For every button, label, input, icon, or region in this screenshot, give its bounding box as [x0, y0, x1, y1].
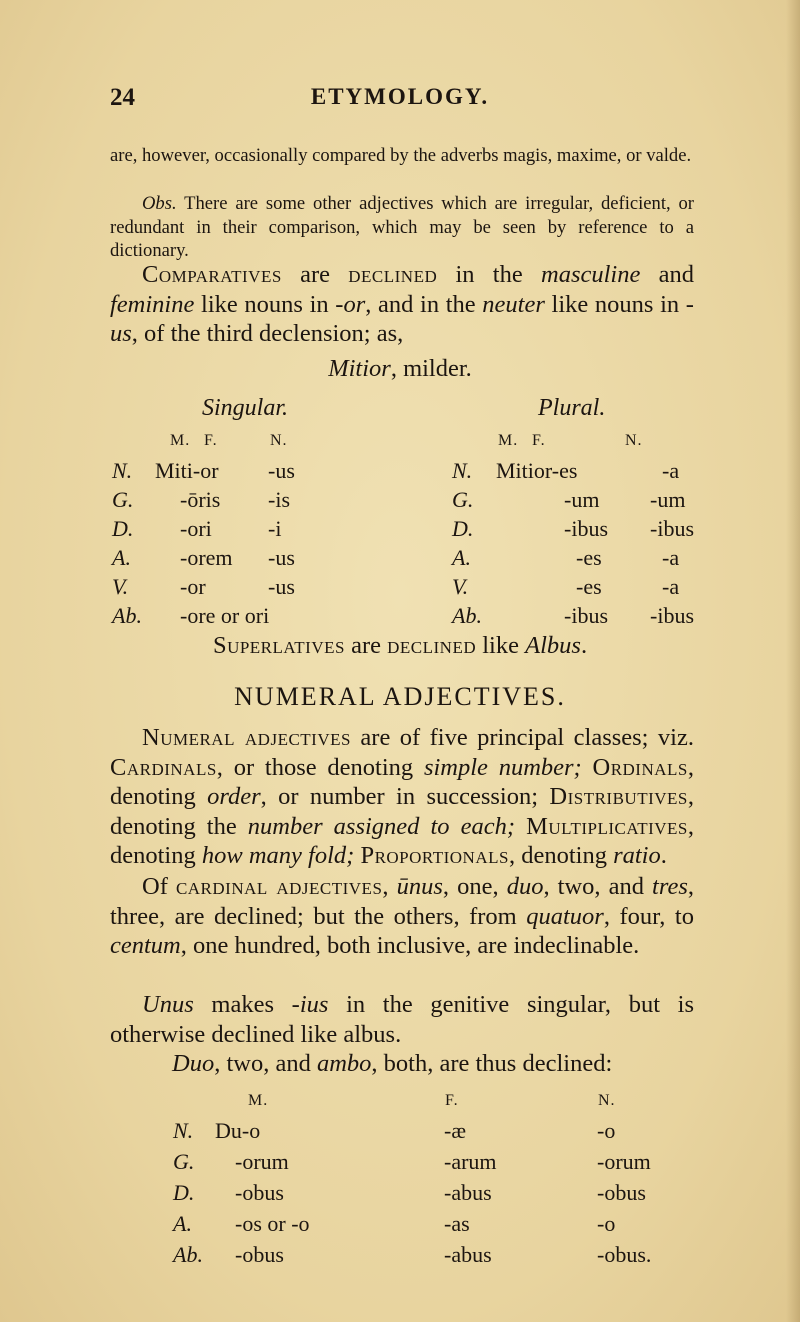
case-label: D.	[452, 516, 474, 541]
table-cell: -is	[268, 487, 290, 512]
table-cell: -um	[564, 487, 600, 512]
case-label: D.	[173, 1180, 195, 1205]
gender-header: M.	[170, 432, 191, 449]
gender-header: M.	[248, 1092, 269, 1109]
case-label: A.	[112, 545, 131, 570]
table-cell: -ore or ori	[180, 603, 270, 628]
case-label: Ab.	[173, 1242, 203, 1267]
paragraph-comparatives: Comparatives are declined in the masculine and feminine like nouns in -or, and in the neuter like nouns in -us, of the third declension; as,	[110, 261, 694, 348]
table-cell: Du-o	[215, 1118, 261, 1143]
case-label: D.	[112, 516, 134, 541]
table-cell: -ōris	[180, 487, 221, 512]
paragraph-cardinals: Of cardinal adjectives, ūnus, one, duo, two, and tres, three, are declined; but the others, from quatuor, four, to centum, one hundred, both inclusive, are indeclinable.	[110, 873, 695, 960]
table-cell: -os or -o	[235, 1211, 310, 1236]
table-cell: -o	[597, 1211, 616, 1236]
table-cell: -æ	[444, 1118, 466, 1143]
table-cell: -ibus	[650, 603, 694, 628]
table-cell: -a	[662, 545, 680, 570]
case-label: N.	[112, 458, 133, 483]
table-cell: -a	[662, 574, 680, 599]
table-cell: -obus	[597, 1180, 646, 1205]
table-cell: -as	[444, 1211, 470, 1236]
gender-header: F.	[204, 432, 218, 449]
gender-header: F.	[532, 432, 546, 449]
case-label: N.	[173, 1118, 194, 1143]
table-cell: -a	[662, 458, 680, 483]
table-cell: -ibus	[650, 516, 694, 541]
gender-header: M.	[498, 432, 519, 449]
table-cell: -obus	[235, 1242, 284, 1267]
table-cell: -es	[576, 545, 602, 570]
paragraph-duo-intro: Duo, two, and ambo, both, are thus declined:	[172, 1050, 613, 1077]
table-cell: -arum	[444, 1149, 497, 1174]
table-cell: -us	[268, 545, 295, 570]
paragraph-numeral-classes: Numeral adjectives are of five principal classes; viz. Cardinals, or those denoting simple number; Ordinals, denoting order, or number in succession; Distributives, denoting the number assigned to each; Multiplicatives, denoting how many fold; Proportionals, denoting ratio.	[110, 724, 695, 870]
obs-label: Obs.	[142, 193, 177, 214]
case-label: G.	[173, 1149, 195, 1174]
paragraph-obs: Obs. There are some other adjectives which are irregular, deficient, or redundant in their comparison, which may be seen by reference to a dictionary.	[110, 193, 694, 262]
table-cell: -orum	[235, 1149, 289, 1174]
page-edge-shadow	[786, 0, 800, 1322]
table-cell: -or	[180, 574, 206, 599]
case-label: N.	[452, 458, 473, 483]
table-cell: -ori	[180, 516, 212, 541]
table-cell: -i	[268, 516, 282, 541]
case-label: Ab.	[452, 603, 482, 628]
case-label: V.	[452, 574, 469, 599]
singular-label: Singular.	[202, 395, 289, 421]
table-cell: -us	[268, 458, 295, 483]
paragraph-unus: Unus makes -ius in the genitive singular, but is otherwise declined like albus.	[110, 991, 694, 1048]
paragraph-comparison-adverbs: are, however, occasionally compared by the adverbs magis, maxime, or valde.	[110, 145, 692, 166]
page-number: 24	[110, 84, 135, 111]
section-title: NUMERAL ADJECTIVES.	[234, 682, 566, 711]
table-cell: -us	[268, 574, 295, 599]
table-cell: -abus	[444, 1242, 492, 1267]
superlatives-note: Superlatives are declined like Albus.	[212, 632, 588, 659]
table-cell: -orem	[180, 545, 233, 570]
table-cell: -abus	[444, 1180, 492, 1205]
table-cell: -o	[597, 1118, 616, 1143]
case-label: V.	[112, 574, 129, 599]
case-label: G.	[452, 487, 474, 512]
case-label: A.	[173, 1211, 192, 1236]
table-cell: -orum	[597, 1149, 651, 1174]
case-label: Ab.	[112, 603, 142, 628]
table-cell: -obus.	[597, 1242, 652, 1267]
table-cell: -ibus	[564, 516, 608, 541]
example-mitior: Mitior, milder.	[328, 355, 472, 382]
gender-header: N.	[270, 432, 288, 449]
table-cell: Mitior-es	[496, 458, 578, 483]
plural-label: Plural.	[538, 395, 606, 421]
page-header	[0, 84, 800, 114]
table-cell: -es	[576, 574, 602, 599]
table-cell: -um	[650, 487, 686, 512]
table-cell: -ibus	[564, 603, 608, 628]
table-cell: -obus	[235, 1180, 284, 1205]
table-cell: Miti-or	[155, 458, 219, 483]
gender-header: F.	[445, 1092, 459, 1109]
case-label: G.	[112, 487, 134, 512]
gender-header: N.	[598, 1092, 616, 1109]
gender-header: N.	[625, 432, 643, 449]
case-label: A.	[452, 545, 471, 570]
running-head: ETYMOLOGY.	[310, 84, 490, 109]
